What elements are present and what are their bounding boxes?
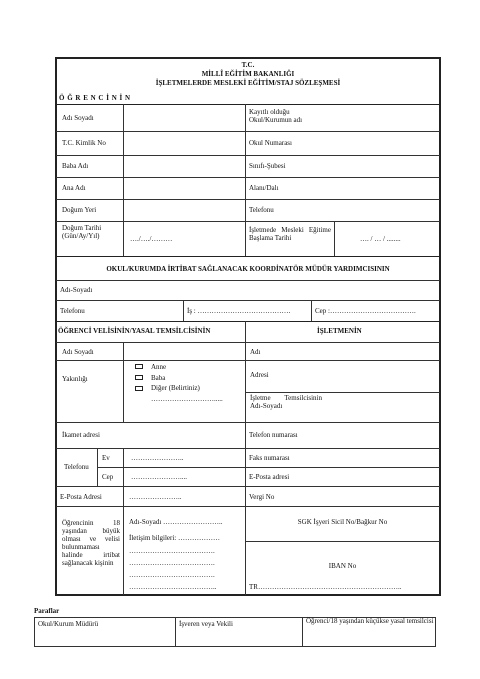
label-relation: Yakınlığı: [62, 375, 88, 383]
label-business-name: Adı: [250, 348, 261, 356]
checkbox-other[interactable]: [135, 386, 143, 391]
col-divider: [123, 104, 124, 256]
minor-dots-4: ………………………………..: [129, 583, 217, 591]
label-sgk-number: SGK İşyeri Sicil No/Bağkur No: [297, 518, 388, 526]
label-student-name: Adı Soyadı: [62, 114, 94, 122]
row-divider: [56, 321, 440, 322]
row-divider: [245, 392, 440, 393]
minor-dots-3: ……………………………….: [129, 571, 215, 579]
minor-dots-1: ……………………………….: [129, 547, 215, 555]
label-tc-id: T.C. Kimlik No: [62, 139, 106, 147]
label-guardian-email: E-Posta Adresi: [60, 493, 102, 501]
label-school-name: Kayıtlı olduğu Okul/Kurumun adı: [249, 108, 303, 124]
label-fax: Faks numarası: [249, 454, 290, 462]
row-divider: [97, 467, 440, 468]
coordinator-work-phone: İş : ………………………………….: [187, 307, 291, 315]
label-cell-phone: Cep: [102, 473, 114, 481]
row-divider: [56, 280, 440, 281]
section-business: İŞLETMENİN: [317, 327, 362, 335]
row-divider: [56, 448, 440, 449]
row-divider: [56, 506, 440, 507]
label-birthplace: Doğum Yeri: [62, 206, 97, 214]
label-school-number: Okul Numarası: [249, 139, 292, 147]
cell-phone-dots: …………………....: [131, 473, 187, 481]
col-divider: [334, 221, 335, 256]
label-guardian-name: Adı Soyadı: [62, 348, 94, 356]
guardian-email-dots: …………………..: [129, 493, 182, 501]
row-divider: [56, 360, 440, 361]
section-student: Ö Ğ R E N C İ N İ N: [59, 94, 131, 102]
col-divider: [245, 104, 246, 256]
header-ministry: MİLLÎ EĞİTİM BAKANLIĞI: [201, 70, 295, 78]
signature-employer: İşveren veya Vekili: [179, 620, 233, 628]
label-mother-name: Ana Adı: [62, 184, 86, 192]
row-divider: [56, 422, 440, 423]
start-date-value: …. / … / ........: [360, 235, 401, 243]
header-tc: T.C.: [241, 61, 255, 69]
col-divider: [123, 448, 124, 595]
minor-contact-name: Adı-Soyadı ……………………..: [129, 518, 223, 526]
signature-divider: [175, 617, 176, 647]
label-tax-number: Vergi No: [249, 493, 275, 501]
signatures-title: Paraflar: [34, 607, 60, 615]
checkbox-mother[interactable]: [135, 364, 143, 369]
row-divider: [56, 199, 440, 200]
label-business-address: Adresi: [250, 371, 269, 379]
header-divider: [56, 104, 440, 105]
row-divider: [56, 221, 440, 222]
row-divider: [56, 155, 440, 156]
label-coordinator-name: Adı-Soyadı: [60, 286, 93, 294]
option-other: Diğer (Belirtiniz): [151, 384, 200, 392]
row-divider: [56, 256, 440, 257]
row-divider: [56, 300, 440, 301]
document-title: İŞLETMELERDE MESLEKİ EĞİTİM/STAJ SÖZLEŞMESİ: [155, 79, 341, 87]
row-divider: [56, 131, 440, 132]
option-father: Baba: [151, 374, 166, 382]
signature-school-principal: Okul/Kurum Müdürü: [38, 620, 99, 628]
label-home-address: İkamet adresi: [62, 431, 100, 439]
col-divider: [183, 300, 184, 321]
label-coordinator-phone: Telefonu: [60, 307, 85, 315]
row-divider: [245, 541, 440, 542]
row-divider: [56, 486, 440, 487]
section-coordinator: OKUL/KURUMDA İRTİBAT SAĞLANACAK KOORDİNATÖR MÜDÜR YARDIMCISININ: [106, 265, 390, 273]
label-business-email: E-Posta adresi: [249, 473, 290, 481]
label-student-phone: Telefonu: [249, 206, 274, 214]
label-start-date: İşletmede Mesleki Eğitime Başlama Tarihi: [249, 226, 331, 242]
col-divider: [311, 300, 312, 321]
minor-dots-2: ……………………………….: [129, 559, 215, 567]
section-guardian: ÖĞRENCİ VELİSİNİN/YASAL TEMSİLCİSİNİN: [58, 327, 211, 335]
minor-contact-info: İletişim bilgileri: ………………: [129, 534, 220, 542]
row-divider: [56, 342, 440, 343]
option-mother: Anne: [151, 363, 167, 371]
checkbox-father[interactable]: [135, 375, 143, 380]
label-business-tel: Telefon numarası: [249, 431, 298, 439]
label-home-phone: Ev: [102, 454, 110, 462]
signature-student-guardian: Öğrenci/18 yaşından küçükse yasal temsilcisi: [306, 617, 434, 625]
col-divider: [97, 448, 98, 486]
row-divider: [56, 177, 440, 178]
label-business-rep: İşletme Temsilcisinin Adı-Soyadı: [250, 394, 322, 410]
col-divider: [123, 342, 124, 422]
col-divider: [245, 321, 246, 595]
label-class-section: Sınıfı-Şubesi: [249, 162, 286, 170]
label-birthdate: Doğum Tarihi (Gün/Ay/Yıl): [62, 224, 102, 240]
label-father-name: Baba Adı: [62, 162, 89, 170]
label-field-branch: Alanı/Dalı: [249, 184, 279, 192]
minor-contact-note: Öğrencinin 18 yaşından büyük olması ve velisi bulunmaması halinde irtibat sağlanacak kişinin: [62, 519, 120, 567]
option-other-dots: ……………………….....: [151, 395, 223, 403]
birthdate-value: …./…./………: [130, 235, 173, 243]
label-iban: IBAN No: [328, 562, 357, 570]
home-phone-dots: …………………..: [131, 454, 184, 462]
iban-tr-field: TR……………………………………………………..: [249, 583, 402, 591]
coordinator-mobile-phone: Cep :……………………………….: [315, 307, 416, 315]
signature-divider: [302, 617, 303, 647]
label-guardian-phone: Telefonu: [64, 463, 89, 471]
